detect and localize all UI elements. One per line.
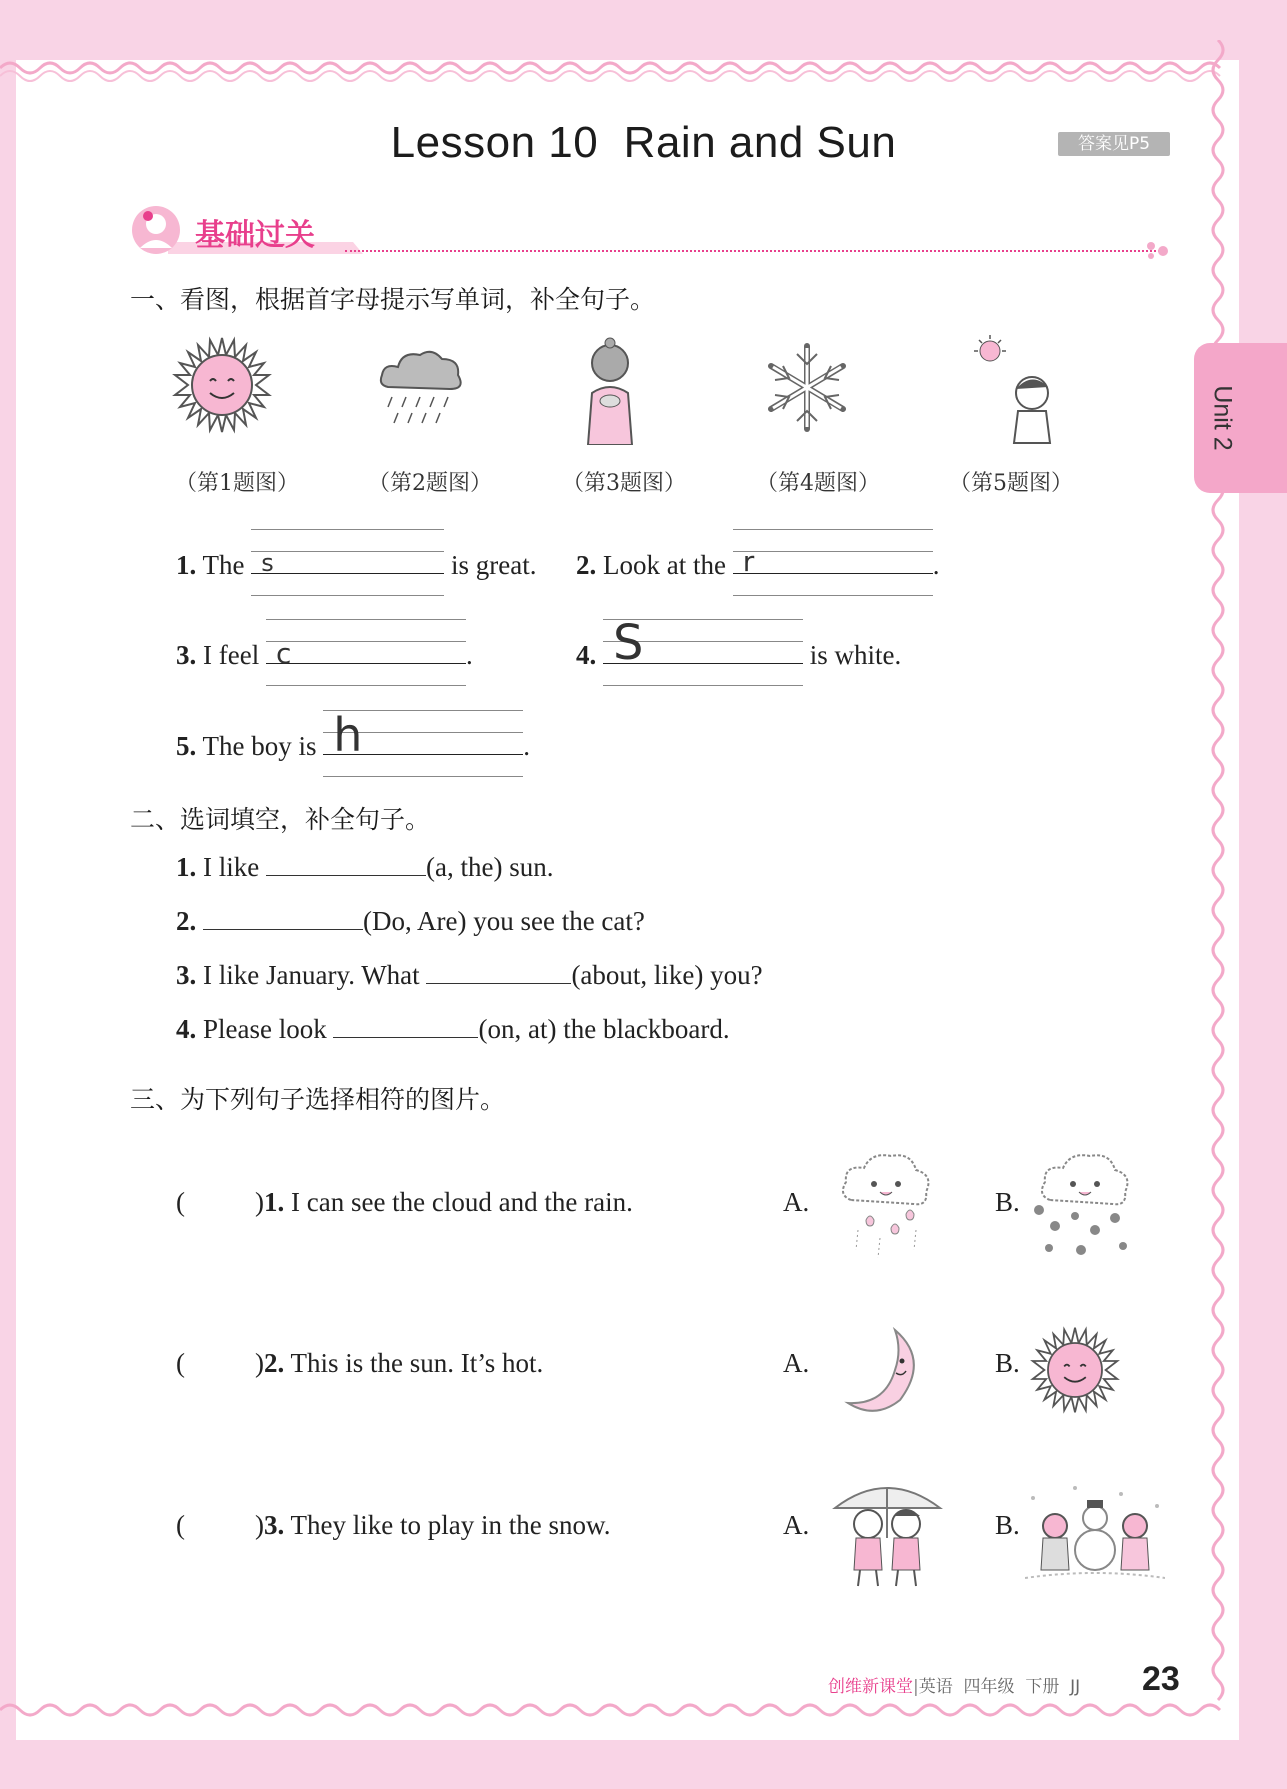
part2-item-1: 1. I like (a, the) sun. — [176, 852, 554, 882]
part2-heading: 二、选词填空，补全句子。 — [130, 805, 431, 834]
part1-heading: 一、看图，根据首字母提示写单词，补全句子。 — [130, 285, 656, 314]
part2-item-3: 3. I like January. What (about, like) you? — [176, 960, 763, 990]
part1-item-1: 1. The s is great. — [176, 535, 536, 601]
section-divider — [345, 250, 1160, 252]
answer-blank[interactable] — [185, 1350, 255, 1372]
answer-blank[interactable] — [266, 854, 426, 876]
answer-blank[interactable] — [333, 1016, 478, 1038]
divider-dots-icon — [1143, 238, 1173, 262]
footer-book-info: 英语 四年级 下册 JJ — [918, 1677, 1081, 1697]
unit-tab[interactable] — [1194, 343, 1287, 493]
umbrella-kids-icon[interactable] — [830, 1478, 945, 1590]
part2-item-2: 2. (Do, Are) you see the cat? — [176, 906, 645, 936]
footer-divider: | — [913, 1677, 919, 1697]
sun-icon[interactable] — [1030, 1325, 1120, 1415]
option-b-label: B. — [995, 1510, 1020, 1540]
top-wavy-border — [0, 48, 1287, 88]
cold-person-icon — [570, 335, 650, 445]
part3-item-2: ( )2. This is the sun. It’s hot. — [176, 1348, 544, 1378]
part1-item-4: 4. S is white. — [576, 625, 901, 691]
writing-lines[interactable]: r — [733, 529, 933, 595]
option-a-label: A. — [783, 1510, 810, 1540]
writing-lines[interactable]: S — [603, 619, 803, 685]
unit-tab-label: Unit 2 — [1208, 385, 1237, 451]
answer-blank[interactable] — [185, 1512, 255, 1534]
writing-lines[interactable]: h — [323, 710, 523, 776]
part1-item-2: 2. Look at the r . — [576, 535, 939, 601]
lesson-title: Lesson 10 Rain and Sun — [390, 118, 897, 167]
option-b-label: B. — [995, 1187, 1020, 1217]
snowflake-icon — [757, 340, 857, 435]
part2-item-4: 4. Please look (on, at) the blackboard. — [176, 1014, 730, 1044]
caption-4: （第4题图） — [756, 471, 880, 496]
part1-item-5: 5. The boy is h . — [176, 716, 530, 782]
bottom-wavy-border — [0, 1694, 1287, 1734]
footer-brand: 创维新课堂 — [828, 1677, 913, 1697]
writing-lines[interactable]: s — [251, 529, 444, 595]
answer-blank[interactable] — [203, 908, 363, 930]
caption-5: （第5题图） — [949, 471, 1073, 496]
part3-item-3: ( )3. They like to play in the snow. — [176, 1510, 611, 1540]
hot-boy-icon — [960, 335, 1060, 445]
caption-2: （第2题图） — [368, 471, 492, 496]
caption-3: （第3题图） — [562, 471, 686, 496]
caption-1: （第1题图） — [175, 471, 299, 496]
snowman-kids-icon[interactable] — [1025, 1478, 1165, 1590]
section-title: 基础过关 — [195, 218, 315, 253]
option-b-label: B. — [995, 1348, 1020, 1378]
sun-icon — [172, 335, 272, 435]
footer-info — [828, 1672, 1080, 1697]
rain-cloud-icon[interactable] — [836, 1150, 936, 1265]
option-a-label: A. — [783, 1187, 810, 1217]
part1-item-3: 3. I feel c . — [176, 625, 473, 691]
answer-blank[interactable] — [426, 962, 571, 984]
right-wavy-border — [1198, 40, 1238, 1740]
rain-cloud-icon — [374, 345, 466, 435]
page-number: 23 — [1142, 1660, 1180, 1698]
part3-heading: 三、为下列句子选择相符的图片。 — [130, 1085, 506, 1114]
part3-item-1: ( )1. I can see the cloud and the rain. — [176, 1187, 633, 1217]
answer-reference-badge: 答案见P5 — [1058, 132, 1170, 156]
moon-icon[interactable] — [840, 1325, 925, 1415]
answer-blank[interactable] — [185, 1189, 255, 1211]
snow-cloud-icon[interactable] — [1025, 1150, 1140, 1265]
option-a-label: A. — [783, 1348, 810, 1378]
writing-lines[interactable]: c — [266, 619, 466, 685]
